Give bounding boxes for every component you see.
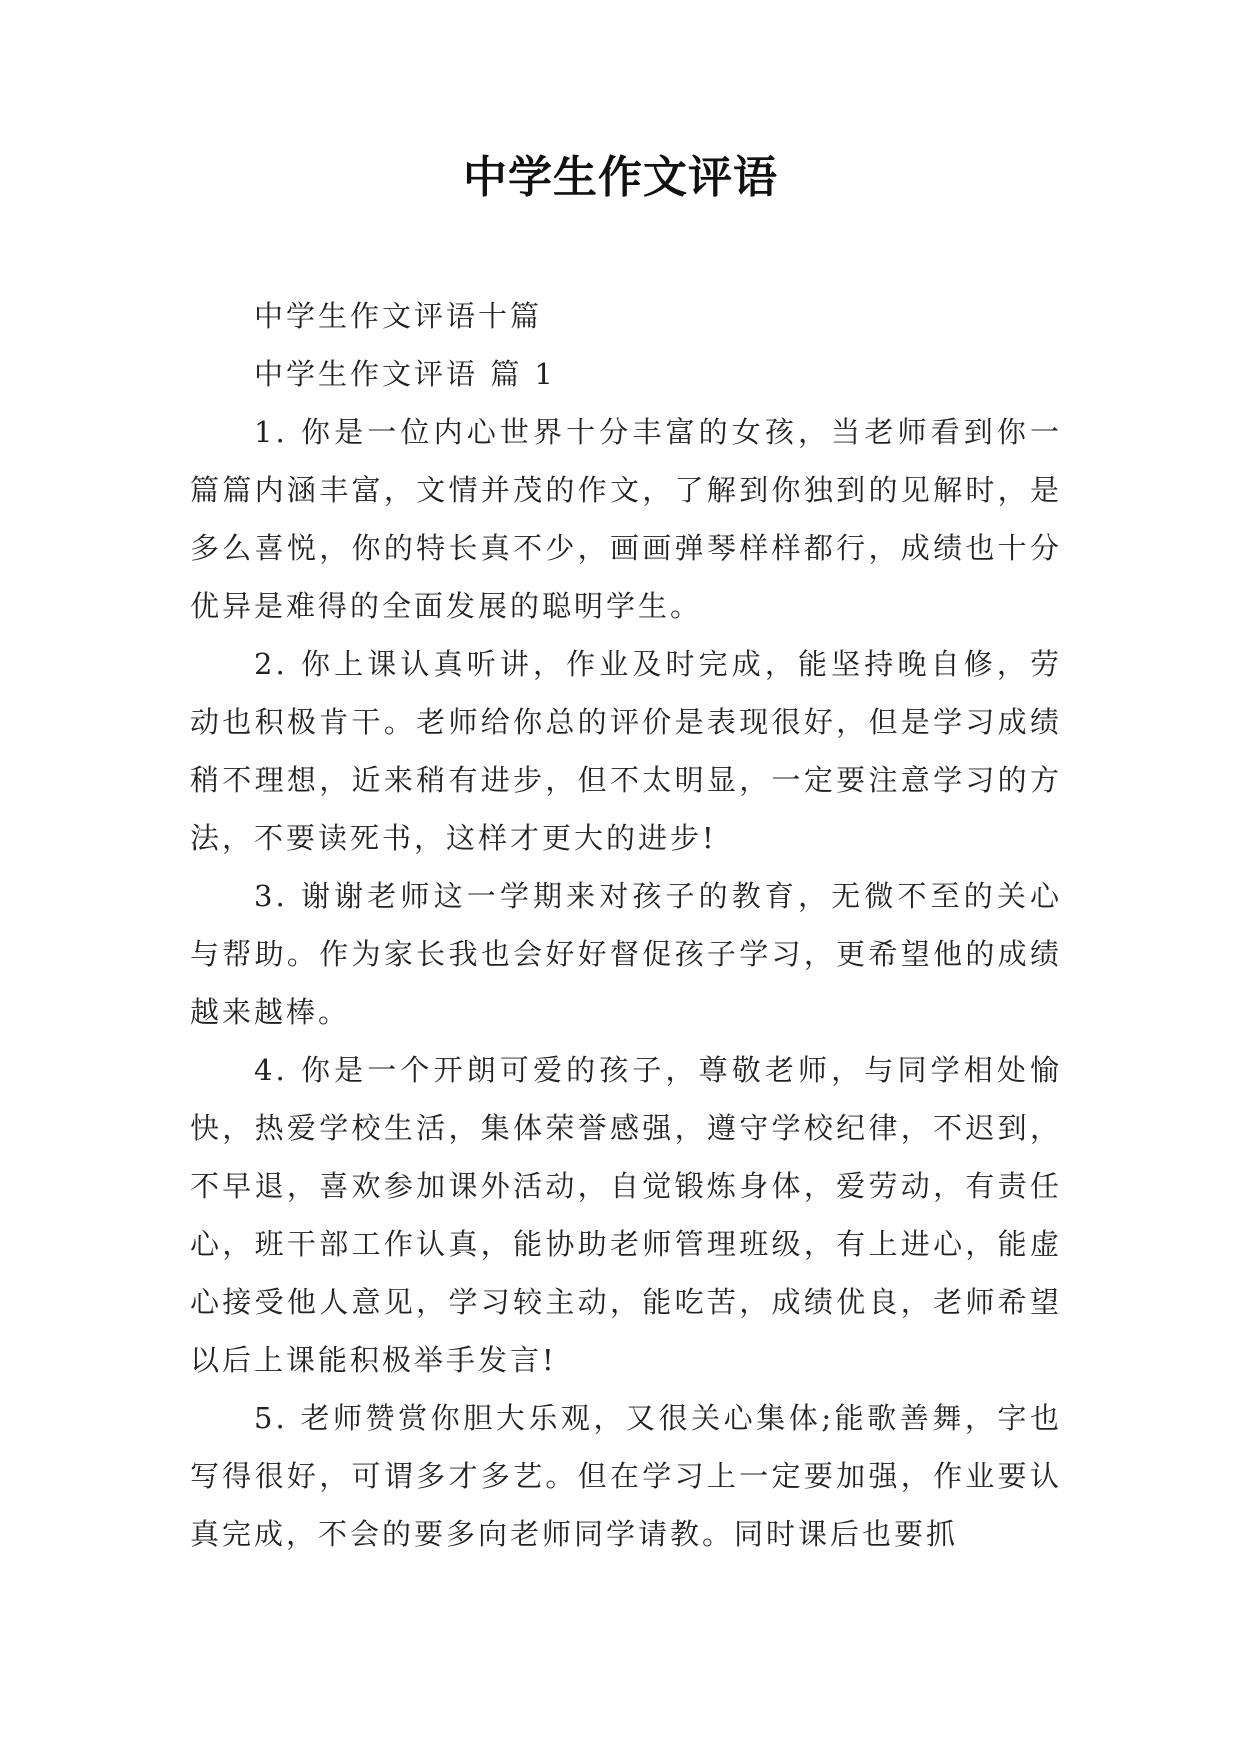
subtitle: 中学生作文评语十篇 (254, 299, 543, 333)
paragraph-3: 3. 谢谢老师这一学期来对孩子的教育，无微不至的关心与帮助。作为家长我也会好好督促孩子学习，更希望他的成绩越来越棒。 (190, 879, 1062, 1029)
paragraph-2: 2. 你上课认真听讲，作业及时完成，能坚持晚自修，劳动也积极肯干。老师给你总的评价是表现很好，但是学习成绩稍不理想，近来稍有进步，但不太明显，一定要注意学习的方法，不要读死书，这样才更大的进步! (190, 647, 1062, 855)
paragraph-4: 4. 你是一个开朗可爱的孩子，尊敬老师，与同学相处愉快，热爱学校生活，集体荣誉感强，遵守学校纪律，不迟到，不早退，喜欢参加课外活动，自觉锻炼身体，爱劳动，有责任心，班干部工作认真，能协助老师管理班级，有上进心，能虚心接受他人意见，学习较主动，能吃苦，成绩优良，老师希望以后上课能积极举手发言! (190, 1053, 1062, 1377)
document-body (190, 287, 1062, 1563)
paragraph-5: 5. 老师赞赏你胆大乐观，又很关心集体;能歌善舞，字也写得很好，可谓多才多艺。但在学习上一定要加强，作业要认真完成，不会的要多向老师同学请教。同时课后也要抓 (190, 1401, 1062, 1551)
document-title: 中学生作文评语 (463, 152, 778, 203)
paragraph-1: 1. 你是一位内心世界十分丰富的女孩，当老师看到你一篇篇内涵丰富，文情并茂的作文，了解到你独到的见解时，是多么喜悦，你的特长真不少，画画弹琴样样都行，成绩也十分优异是难得的全面发展的聪明学生。 (190, 415, 1062, 623)
section-heading: 中学生作文评语 篇 1 (254, 357, 556, 391)
